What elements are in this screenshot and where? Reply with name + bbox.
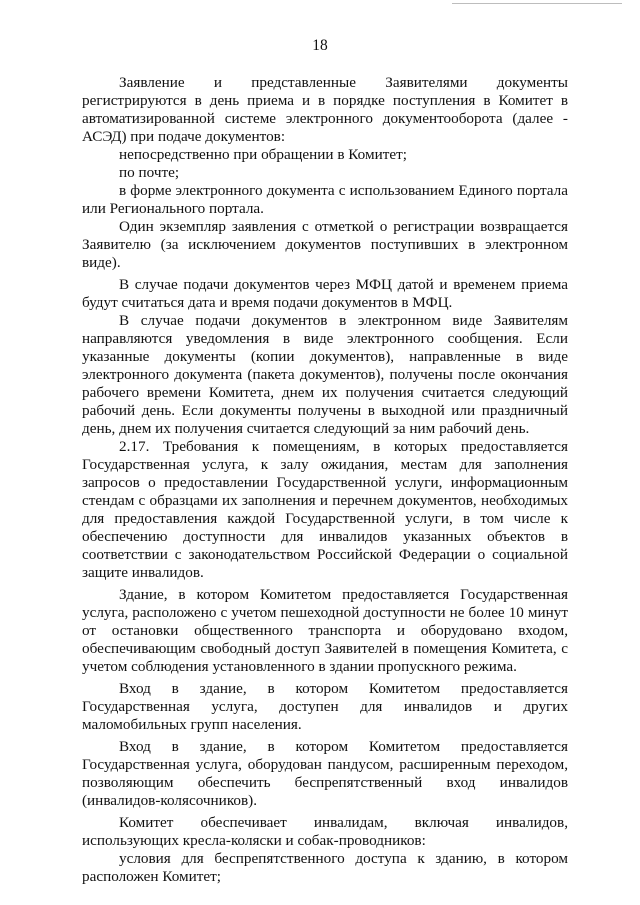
paragraph-entrance-ramp: Вход в здание, в котором Комитетом предоставляется Государственная услуга, оборудован пандусом, расширенным переходом, позволяющим обеспечить беспрепятственный вход инвалидов (инвалидов-колясочников). xyxy=(82,738,568,809)
paragraph-registration: Заявление и представленные Заявителями документы регистрируются в день приема и в порядке поступления в Комитет в автоматизированной системе электронного документооборота (далее - АСЭД) при подаче документов: xyxy=(82,74,568,145)
paragraph-mfc: В случае подачи документов через МФЦ датой и временем приема будут считаться дата и время подачи документов в МФЦ. xyxy=(82,276,568,311)
scan-edge-line xyxy=(452,0,622,4)
section-2-17: 2.17. Требования к помещениям, в которых предоставляется Государственная услуга, к залу ожидания, местам для заполнения запросов о предоставлении Государственной услуги, информационным стендам с образцами их заполнения и перечнем документов, необходимых для предоставления каждой Государственной услуги, в том числе к обеспечению доступности для инвалидов указанных объектов в соответствии с законодательством Российской Федерации о социальной защите инвалидов. xyxy=(82,438,568,581)
list-item-in-person: непосредственно при обращении в Комитет; xyxy=(119,146,407,163)
paragraph-committee-provides: Комитет обеспечивает инвалидам, включая инвалидов, использующих кресла-коляски и собак-проводников: xyxy=(82,814,568,849)
paragraph-electronic-notice: В случае подачи документов в электронном виде Заявителям направляются уведомления в виде электронного сообщения. Если указанные документы (копии документов), направленные в виде электронного документа (пакета документов), получены после окончания рабочего времени Комитета, днем их получения считается следующий рабочий день. Если документы получены в выходной или праздничный день, днем их получения считается следующий за ним рабочий день. xyxy=(82,312,568,437)
list-item-by-mail: по почте; xyxy=(119,164,180,181)
paragraph-building-location: Здание, в котором Комитетом предоставляется Государственная услуга, расположено с учетом пешеходной доступности не более 10 минут от остановки общественного транспорта и оборудовано входом, обеспечивающим свободный доступ Заявителей в помещения Комитета, с учетом соблюдения установленного в здании пропускного режима. xyxy=(82,586,568,675)
document-body xyxy=(82,74,568,886)
list-item-access-conditions: условия для беспрепятственного доступа к зданию, в котором расположен Комитет; xyxy=(82,850,568,885)
paragraph-entrance-accessible: Вход в здание, в котором Комитетом предоставляется Государственная услуга, доступен для инвалидов и других маломобильных групп населения. xyxy=(82,680,568,733)
list-item-electronic: в форме электронного документа с использованием Единого портала или Регионального портала. xyxy=(82,182,568,217)
paragraph-copy-returned: Один экземпляр заявления с отметкой о регистрации возвращается Заявителю (за исключением документов поступивших в электронном виде). xyxy=(82,218,568,271)
page-number: 18 xyxy=(312,37,328,54)
